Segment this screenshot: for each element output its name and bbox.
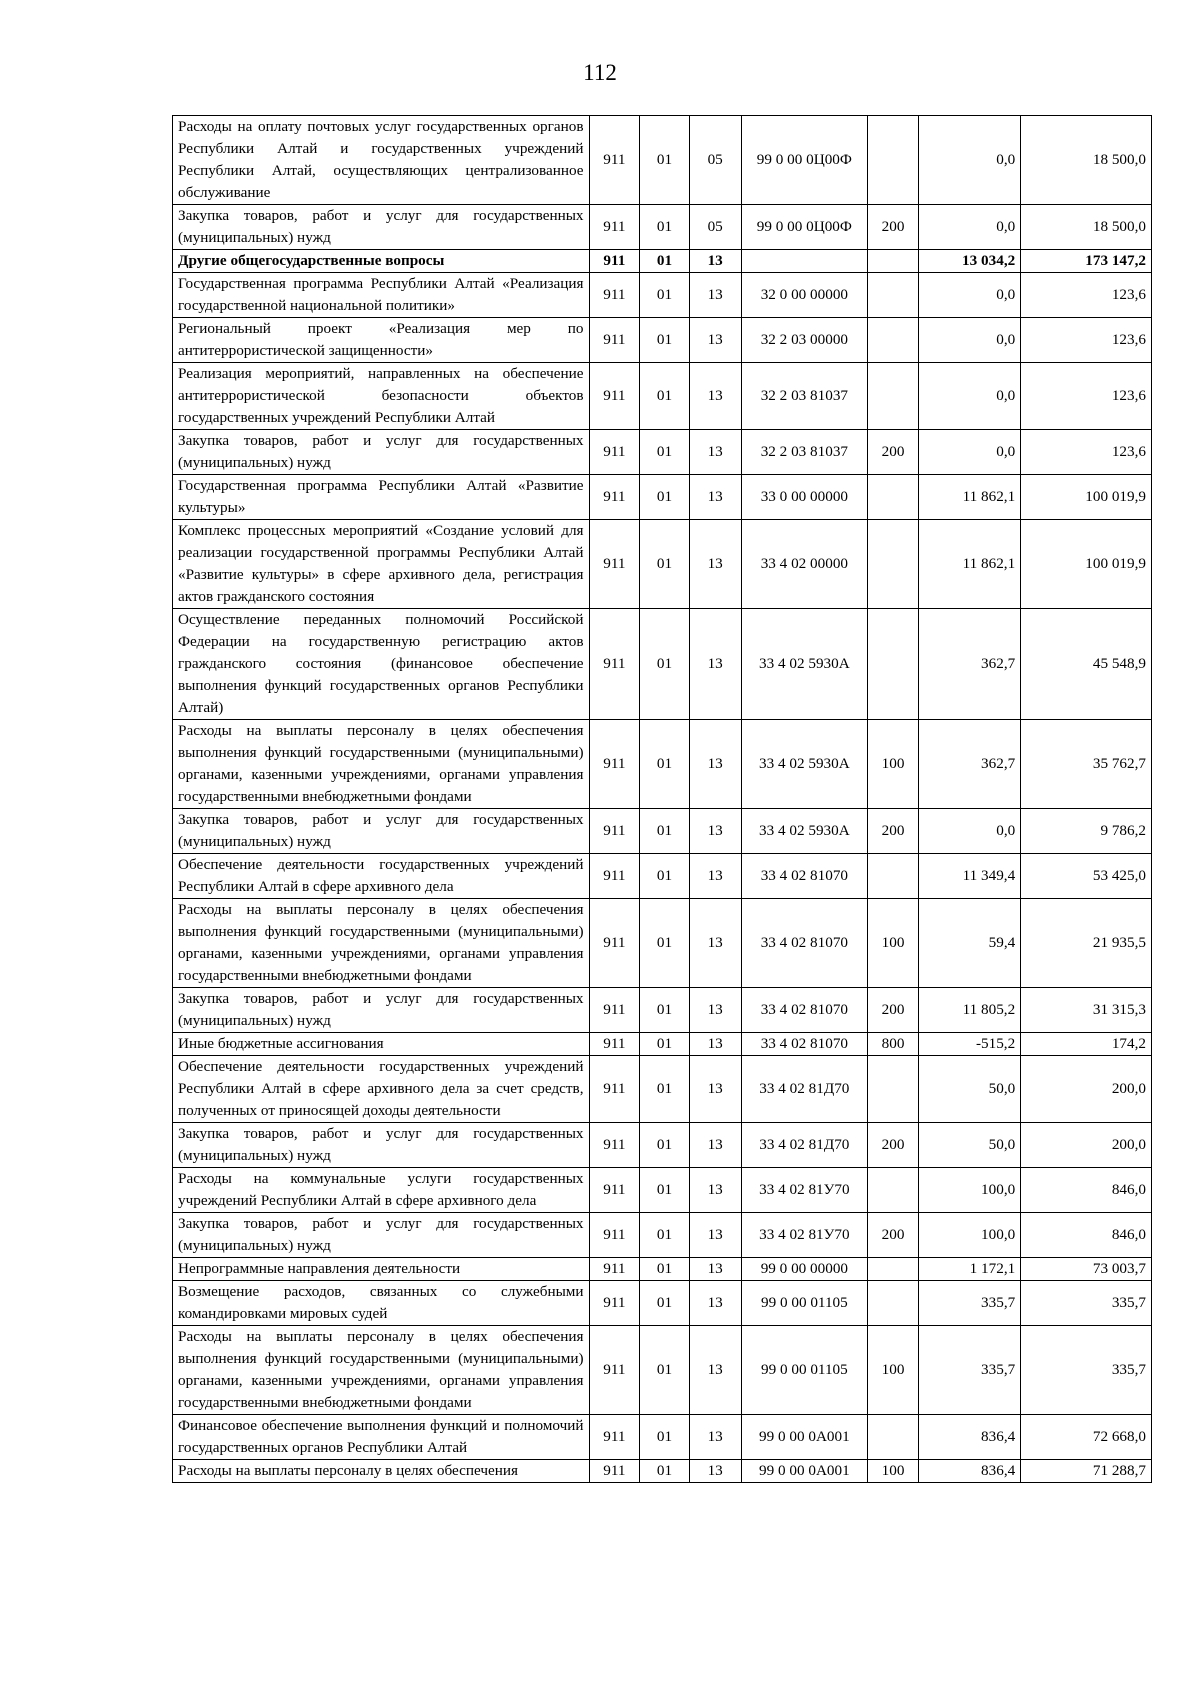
- row-pr-cell: 05: [689, 116, 741, 205]
- row-vr-cell: 200: [868, 430, 919, 475]
- row-amount2-cell: 45 548,9: [1021, 609, 1152, 720]
- row-amount2-cell: 846,0: [1021, 1168, 1152, 1213]
- row-amount1-cell: 100,0: [918, 1213, 1020, 1258]
- row-gr-cell: 911: [589, 854, 640, 899]
- row-pr-cell: 13: [689, 809, 741, 854]
- row-rz-cell: 01: [640, 363, 690, 430]
- row-gr-cell: 911: [589, 1123, 640, 1168]
- row-gr-cell: 911: [589, 720, 640, 809]
- row-pr-cell: 13: [689, 1258, 741, 1281]
- row-pr-cell: 13: [689, 899, 741, 988]
- page-number: 112: [583, 60, 617, 85]
- row-csr-cell: 99 0 00 01105: [741, 1326, 868, 1415]
- row-amount1-cell: 0,0: [918, 116, 1020, 205]
- row-csr-cell: 33 4 02 81Д70: [741, 1123, 868, 1168]
- row-rz-cell: 01: [640, 609, 690, 720]
- row-csr-cell: 32 0 00 00000: [741, 273, 868, 318]
- row-amount2-cell: 123,6: [1021, 430, 1152, 475]
- row-rz-cell: 01: [640, 988, 690, 1033]
- row-csr-cell: 99 0 00 0А001: [741, 1415, 868, 1460]
- row-vr-cell: 200: [868, 1213, 919, 1258]
- row-vr-cell: [868, 520, 919, 609]
- row-csr-cell: 99 0 00 00000: [741, 1258, 868, 1281]
- row-amount1-cell: 0,0: [918, 318, 1020, 363]
- row-csr-cell: 33 4 02 81070: [741, 988, 868, 1033]
- row-rz-cell: 01: [640, 854, 690, 899]
- table-row: [173, 430, 1152, 475]
- row-vr-cell: [868, 1258, 919, 1281]
- row-pr-cell: 13: [689, 988, 741, 1033]
- row-name-cell: Осуществление переданных полномочий Российской Федерации на государственную регистрацию актов гражданского состояния (финансовое обеспечение выполнения функций государственных органов Республики Алтай): [173, 609, 590, 720]
- row-pr-cell: 13: [689, 1213, 741, 1258]
- table-row: [173, 1213, 1152, 1258]
- row-amount1-cell: -515,2: [918, 1033, 1020, 1056]
- row-gr-cell: 911: [589, 1213, 640, 1258]
- row-vr-cell: 100: [868, 899, 919, 988]
- table-row: [173, 1123, 1152, 1168]
- row-pr-cell: 13: [689, 609, 741, 720]
- row-csr-cell: 33 4 02 81070: [741, 854, 868, 899]
- row-csr-cell: 33 0 00 00000: [741, 475, 868, 520]
- row-amount2-cell: 173 147,2: [1021, 250, 1152, 273]
- row-pr-cell: 13: [689, 854, 741, 899]
- row-rz-cell: 01: [640, 1033, 690, 1056]
- row-gr-cell: 911: [589, 520, 640, 609]
- row-gr-cell: 911: [589, 1056, 640, 1123]
- row-gr-cell: 911: [589, 899, 640, 988]
- row-amount1-cell: 0,0: [918, 363, 1020, 430]
- row-amount2-cell: 123,6: [1021, 273, 1152, 318]
- table-row: [173, 609, 1152, 720]
- row-rz-cell: 01: [640, 809, 690, 854]
- row-pr-cell: 13: [689, 520, 741, 609]
- table-row: [173, 1056, 1152, 1123]
- table-row: [173, 899, 1152, 988]
- row-pr-cell: 13: [689, 475, 741, 520]
- row-amount1-cell: 0,0: [918, 205, 1020, 250]
- row-name-cell: Реализация мероприятий, направленных на обеспечение антитеррористической безопасности объектов государственных учреждений Республики Алтай: [173, 363, 590, 430]
- row-amount1-cell: 1 172,1: [918, 1258, 1020, 1281]
- row-gr-cell: 911: [589, 1258, 640, 1281]
- table-row: [173, 1281, 1152, 1326]
- row-vr-cell: [868, 363, 919, 430]
- row-csr-cell: 33 4 02 81У70: [741, 1213, 868, 1258]
- row-gr-cell: 911: [589, 809, 640, 854]
- row-name-cell: Другие общегосударственные вопросы: [173, 250, 590, 273]
- row-amount1-cell: 335,7: [918, 1281, 1020, 1326]
- table-row: [173, 116, 1152, 205]
- row-gr-cell: 911: [589, 116, 640, 205]
- row-amount2-cell: 335,7: [1021, 1281, 1152, 1326]
- row-amount2-cell: 71 288,7: [1021, 1460, 1152, 1483]
- row-rz-cell: 01: [640, 1460, 690, 1483]
- table-row: [173, 318, 1152, 363]
- row-csr-cell: 33 4 02 5930А: [741, 720, 868, 809]
- row-amount1-cell: 13 034,2: [918, 250, 1020, 273]
- row-vr-cell: 200: [868, 988, 919, 1033]
- table-row: [173, 1326, 1152, 1415]
- row-amount2-cell: 18 500,0: [1021, 116, 1152, 205]
- row-csr-cell: 33 4 02 5930А: [741, 609, 868, 720]
- row-csr-cell: 33 4 02 81070: [741, 899, 868, 988]
- table-row: [173, 1415, 1152, 1460]
- row-name-cell: Закупка товаров, работ и услуг для государственных (муниципальных) нужд: [173, 1213, 590, 1258]
- row-rz-cell: 01: [640, 116, 690, 205]
- row-amount2-cell: 123,6: [1021, 363, 1152, 430]
- row-vr-cell: [868, 116, 919, 205]
- table-row: [173, 1258, 1152, 1281]
- row-name-cell: Расходы на выплаты персоналу в целях обеспечения: [173, 1460, 590, 1483]
- row-gr-cell: 911: [589, 1460, 640, 1483]
- row-csr-cell: 99 0 00 0Ц00Ф: [741, 205, 868, 250]
- row-rz-cell: 01: [640, 1056, 690, 1123]
- row-gr-cell: 911: [589, 430, 640, 475]
- row-rz-cell: 01: [640, 899, 690, 988]
- row-pr-cell: 13: [689, 363, 741, 430]
- row-gr-cell: 911: [589, 475, 640, 520]
- row-vr-cell: [868, 609, 919, 720]
- row-rz-cell: 01: [640, 250, 690, 273]
- table-row: [173, 273, 1152, 318]
- row-gr-cell: 911: [589, 1281, 640, 1326]
- row-csr-cell: 33 4 02 81070: [741, 1033, 868, 1056]
- row-gr-cell: 911: [589, 205, 640, 250]
- table-row: [173, 205, 1152, 250]
- row-amount2-cell: 100 019,9: [1021, 475, 1152, 520]
- row-vr-cell: [868, 1281, 919, 1326]
- row-amount1-cell: 836,4: [918, 1460, 1020, 1483]
- row-pr-cell: 13: [689, 1033, 741, 1056]
- row-vr-cell: [868, 1415, 919, 1460]
- table-row: [173, 720, 1152, 809]
- row-gr-cell: 911: [589, 1415, 640, 1460]
- row-vr-cell: 200: [868, 809, 919, 854]
- row-csr-cell: 33 4 02 00000: [741, 520, 868, 609]
- row-csr-cell: 32 2 03 81037: [741, 363, 868, 430]
- row-pr-cell: 13: [689, 430, 741, 475]
- row-name-cell: Расходы на выплаты персоналу в целях обеспечения выполнения функций государственными (муниципальными) органами, казенными учреждениями, органами управления государственными внебюджетными фондами: [173, 899, 590, 988]
- row-amount1-cell: 11 349,4: [918, 854, 1020, 899]
- row-gr-cell: 911: [589, 1168, 640, 1213]
- row-pr-cell: 13: [689, 273, 741, 318]
- table-row: [173, 1168, 1152, 1213]
- row-csr-cell: [741, 250, 868, 273]
- row-pr-cell: 05: [689, 205, 741, 250]
- row-pr-cell: 13: [689, 1168, 741, 1213]
- row-amount2-cell: 123,6: [1021, 318, 1152, 363]
- table-row: [173, 1460, 1152, 1483]
- row-gr-cell: 911: [589, 363, 640, 430]
- row-gr-cell: 911: [589, 318, 640, 363]
- row-amount2-cell: 53 425,0: [1021, 854, 1152, 899]
- row-name-cell: Закупка товаров, работ и услуг для государственных (муниципальных) нужд: [173, 1123, 590, 1168]
- row-rz-cell: 01: [640, 1168, 690, 1213]
- row-rz-cell: 01: [640, 205, 690, 250]
- row-amount2-cell: 9 786,2: [1021, 809, 1152, 854]
- row-vr-cell: 100: [868, 1326, 919, 1415]
- row-name-cell: Расходы на выплаты персоналу в целях обеспечения выполнения функций государственными (муниципальными) органами, казенными учреждениями, органами управления государственными внебюджетными фондами: [173, 720, 590, 809]
- row-amount2-cell: 18 500,0: [1021, 205, 1152, 250]
- row-amount2-cell: 200,0: [1021, 1056, 1152, 1123]
- row-amount2-cell: 72 668,0: [1021, 1415, 1152, 1460]
- row-rz-cell: 01: [640, 1415, 690, 1460]
- row-name-cell: Непрограммные направления деятельности: [173, 1258, 590, 1281]
- table-row: [173, 1033, 1152, 1056]
- row-pr-cell: 13: [689, 1326, 741, 1415]
- row-pr-cell: 13: [689, 1460, 741, 1483]
- row-rz-cell: 01: [640, 430, 690, 475]
- row-gr-cell: 911: [589, 250, 640, 273]
- row-name-cell: Государственная программа Республики Алтай «Реализация государственной национальной политики»: [173, 273, 590, 318]
- row-pr-cell: 13: [689, 250, 741, 273]
- row-gr-cell: 911: [589, 988, 640, 1033]
- row-rz-cell: 01: [640, 1123, 690, 1168]
- row-vr-cell: [868, 250, 919, 273]
- row-name-cell: Комплекс процессных мероприятий «Создание условий для реализации государственной программы Республики Алтай «Развитие культуры» в сфере архивного дела, регистрация актов гражданского состояния: [173, 520, 590, 609]
- row-rz-cell: 01: [640, 720, 690, 809]
- row-vr-cell: [868, 1056, 919, 1123]
- row-name-cell: Обеспечение деятельности государственных учреждений Республики Алтай в сфере архивного дела: [173, 854, 590, 899]
- row-name-cell: Закупка товаров, работ и услуг для государственных (муниципальных) нужд: [173, 430, 590, 475]
- row-rz-cell: 01: [640, 520, 690, 609]
- row-pr-cell: 13: [689, 1123, 741, 1168]
- row-amount2-cell: 200,0: [1021, 1123, 1152, 1168]
- row-amount2-cell: 31 315,3: [1021, 988, 1152, 1033]
- row-amount1-cell: 100,0: [918, 1168, 1020, 1213]
- row-vr-cell: [868, 273, 919, 318]
- row-amount2-cell: 846,0: [1021, 1213, 1152, 1258]
- row-amount1-cell: 0,0: [918, 430, 1020, 475]
- budget-table: [172, 115, 1152, 1483]
- row-name-cell: Иные бюджетные ассигнования: [173, 1033, 590, 1056]
- row-amount1-cell: 59,4: [918, 899, 1020, 988]
- row-amount1-cell: 11 862,1: [918, 520, 1020, 609]
- row-name-cell: Возмещение расходов, связанных со служебными командировками мировых судей: [173, 1281, 590, 1326]
- row-csr-cell: 99 0 00 0Ц00Ф: [741, 116, 868, 205]
- row-amount2-cell: 21 935,5: [1021, 899, 1152, 988]
- row-vr-cell: [868, 318, 919, 363]
- row-rz-cell: 01: [640, 1326, 690, 1415]
- row-rz-cell: 01: [640, 1213, 690, 1258]
- row-amount1-cell: 11 862,1: [918, 475, 1020, 520]
- row-amount1-cell: 362,7: [918, 720, 1020, 809]
- row-name-cell: Расходы на коммунальные услуги государственных учреждений Республики Алтай в сфере архивного дела: [173, 1168, 590, 1213]
- table-row: [173, 854, 1152, 899]
- row-name-cell: Закупка товаров, работ и услуг для государственных (муниципальных) нужд: [173, 205, 590, 250]
- row-name-cell: Финансовое обеспечение выполнения функций и полномочий государственных органов Республики Алтай: [173, 1415, 590, 1460]
- row-pr-cell: 13: [689, 1415, 741, 1460]
- row-pr-cell: 13: [689, 1056, 741, 1123]
- row-csr-cell: 33 4 02 81У70: [741, 1168, 868, 1213]
- row-name-cell: Государственная программа Республики Алтай «Развитие культуры»: [173, 475, 590, 520]
- row-amount1-cell: 362,7: [918, 609, 1020, 720]
- budget-table-body: [173, 116, 1152, 1483]
- row-pr-cell: 13: [689, 1281, 741, 1326]
- row-amount2-cell: 35 762,7: [1021, 720, 1152, 809]
- row-name-cell: Региональный проект «Реализация мер по антитеррористической защищенности»: [173, 318, 590, 363]
- table-row: [173, 988, 1152, 1033]
- row-amount1-cell: 0,0: [918, 809, 1020, 854]
- row-csr-cell: 99 0 00 01105: [741, 1281, 868, 1326]
- row-name-cell: Расходы на выплаты персоналу в целях обеспечения выполнения функций государственными (муниципальными) органами, казенными учреждениями, органами управления государственными внебюджетными фондами: [173, 1326, 590, 1415]
- row-rz-cell: 01: [640, 1258, 690, 1281]
- row-pr-cell: 13: [689, 318, 741, 363]
- row-name-cell: Закупка товаров, работ и услуг для государственных (муниципальных) нужд: [173, 988, 590, 1033]
- row-vr-cell: [868, 1168, 919, 1213]
- row-amount1-cell: 836,4: [918, 1415, 1020, 1460]
- row-amount2-cell: 100 019,9: [1021, 520, 1152, 609]
- row-csr-cell: 33 4 02 5930А: [741, 809, 868, 854]
- row-vr-cell: 800: [868, 1033, 919, 1056]
- row-csr-cell: 32 2 03 81037: [741, 430, 868, 475]
- row-amount1-cell: 0,0: [918, 273, 1020, 318]
- row-gr-cell: 911: [589, 273, 640, 318]
- table-row: [173, 250, 1152, 273]
- table-row: [173, 809, 1152, 854]
- row-amount1-cell: 50,0: [918, 1123, 1020, 1168]
- row-name-cell: Обеспечение деятельности государственных учреждений Республики Алтай в сфере архивного дела за счет средств, полученных от приносящей доходы деятельности: [173, 1056, 590, 1123]
- row-vr-cell: 200: [868, 1123, 919, 1168]
- row-gr-cell: 911: [589, 609, 640, 720]
- row-amount1-cell: 11 805,2: [918, 988, 1020, 1033]
- row-gr-cell: 911: [589, 1326, 640, 1415]
- row-vr-cell: [868, 475, 919, 520]
- row-csr-cell: 99 0 00 0А001: [741, 1460, 868, 1483]
- table-row: [173, 363, 1152, 430]
- row-name-cell: Расходы на оплату почтовых услуг государственных органов Республики Алтай и государственных учреждений Республики Алтай, осуществляющих централизованное обслуживание: [173, 116, 590, 205]
- row-amount2-cell: 174,2: [1021, 1033, 1152, 1056]
- row-csr-cell: 33 4 02 81Д70: [741, 1056, 868, 1123]
- row-pr-cell: 13: [689, 720, 741, 809]
- row-rz-cell: 01: [640, 475, 690, 520]
- row-amount1-cell: 335,7: [918, 1326, 1020, 1415]
- row-amount2-cell: 335,7: [1021, 1326, 1152, 1415]
- row-amount1-cell: 50,0: [918, 1056, 1020, 1123]
- row-gr-cell: 911: [589, 1033, 640, 1056]
- table-row: [173, 520, 1152, 609]
- row-rz-cell: 01: [640, 318, 690, 363]
- table-row: [173, 475, 1152, 520]
- row-rz-cell: 01: [640, 273, 690, 318]
- row-vr-cell: [868, 854, 919, 899]
- row-name-cell: Закупка товаров, работ и услуг для государственных (муниципальных) нужд: [173, 809, 590, 854]
- row-vr-cell: 100: [868, 720, 919, 809]
- row-csr-cell: 32 2 03 00000: [741, 318, 868, 363]
- row-vr-cell: 200: [868, 205, 919, 250]
- row-rz-cell: 01: [640, 1281, 690, 1326]
- row-amount2-cell: 73 003,7: [1021, 1258, 1152, 1281]
- row-vr-cell: 100: [868, 1460, 919, 1483]
